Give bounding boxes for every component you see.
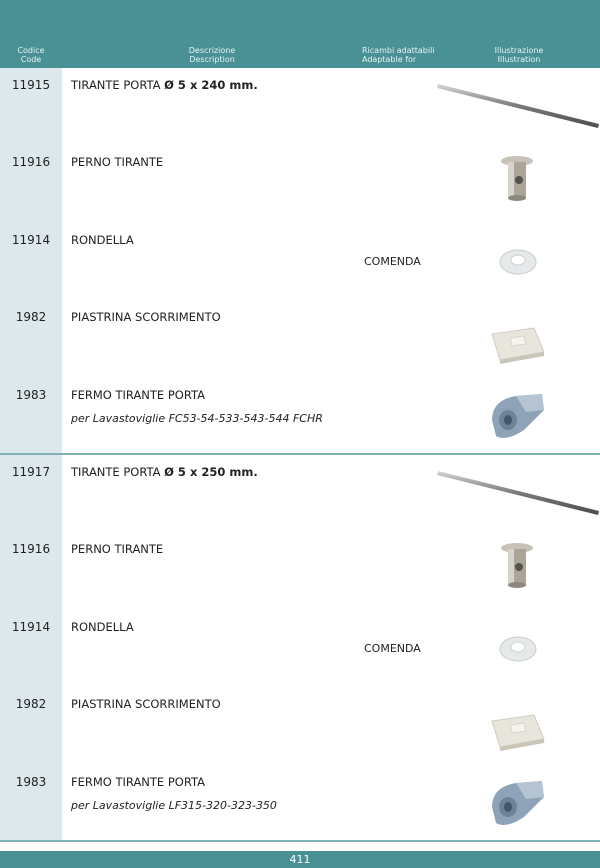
plate-icon bbox=[488, 711, 548, 751]
adaptable-for: COMENDA bbox=[364, 642, 421, 655]
part-code: 1982 bbox=[15, 697, 47, 712]
description-dimension: Ø 5 x 250 mm. bbox=[164, 465, 258, 479]
washer-icon bbox=[498, 634, 538, 664]
washer-icon bbox=[498, 247, 538, 277]
pin-icon bbox=[497, 153, 537, 203]
table-row bbox=[0, 378, 600, 455]
stop-icon bbox=[486, 777, 550, 831]
description-text: RONDELLA bbox=[71, 232, 134, 247]
header-code bbox=[0, 46, 62, 64]
part-description bbox=[71, 542, 331, 556]
part-code: 11916 bbox=[11, 155, 51, 170]
description-text: TIRANTE PORTA bbox=[71, 465, 165, 479]
table-row bbox=[0, 765, 600, 842]
part-code: 1983 bbox=[15, 387, 47, 402]
part-code: 11915 bbox=[11, 78, 51, 92]
part-code: 11914 bbox=[11, 619, 51, 634]
description-text: PERNO TIRANTE bbox=[71, 542, 164, 557]
top-bar bbox=[0, 0, 600, 40]
part-description bbox=[71, 155, 331, 169]
table-row bbox=[0, 300, 600, 377]
compatibility-note: per Lavastoviglie LF315-320-323-350 bbox=[71, 798, 277, 812]
compatibility-note: per Lavastoviglie FC53-54-533-543-544 FCHR bbox=[71, 411, 323, 425]
header-code-en: Code bbox=[20, 55, 42, 64]
header-ill-en: Illustration bbox=[497, 55, 541, 64]
description-text: PIASTRINA SCORRIMENTO bbox=[71, 697, 221, 712]
header-desc-en: Description bbox=[189, 55, 235, 64]
header-adaptable bbox=[362, 46, 438, 64]
footer bbox=[0, 851, 600, 868]
stop-icon bbox=[486, 390, 550, 444]
group-divider bbox=[0, 840, 600, 842]
header-desc-it: Descrizione bbox=[188, 46, 236, 55]
header-illustration bbox=[438, 46, 600, 64]
pin-icon bbox=[497, 540, 537, 590]
part-description bbox=[71, 310, 331, 324]
part-description bbox=[71, 78, 331, 92]
part-code: 11917 bbox=[11, 465, 51, 479]
part-description bbox=[71, 465, 331, 479]
table-row bbox=[0, 687, 600, 764]
table-row bbox=[0, 532, 600, 609]
part-description bbox=[71, 233, 331, 247]
page-number: 411 bbox=[289, 853, 311, 866]
adaptable-for: COMENDA bbox=[364, 255, 421, 268]
description-text: PERNO TIRANTE bbox=[71, 155, 164, 170]
header-fit-en: Adaptable for bbox=[362, 55, 417, 64]
description-text: TIRANTE PORTA bbox=[71, 78, 165, 92]
description-text: FERMO TIRANTE PORTA bbox=[71, 387, 205, 402]
part-code: 11916 bbox=[11, 542, 51, 557]
part-description bbox=[71, 697, 331, 711]
part-description bbox=[71, 620, 331, 634]
header-ill-it: Illustrazione bbox=[494, 46, 544, 55]
header-code-it: Codice bbox=[17, 46, 45, 55]
table-row bbox=[0, 223, 600, 300]
description-text: RONDELLA bbox=[71, 619, 134, 634]
table-header bbox=[0, 40, 600, 68]
table-row bbox=[0, 145, 600, 222]
table-row bbox=[0, 68, 600, 145]
rod-icon bbox=[436, 459, 600, 519]
description-text: FERMO TIRANTE PORTA bbox=[71, 774, 205, 789]
table-row bbox=[0, 610, 600, 687]
table-row bbox=[0, 455, 600, 532]
part-code: 11914 bbox=[11, 232, 51, 247]
header-description bbox=[62, 46, 362, 64]
description-dimension: Ø 5 x 240 mm. bbox=[164, 78, 258, 92]
part-description bbox=[71, 388, 331, 402]
plate-icon bbox=[488, 324, 548, 364]
description-text: PIASTRINA SCORRIMENTO bbox=[71, 310, 221, 325]
part-code: 1982 bbox=[15, 310, 47, 325]
part-description bbox=[71, 775, 331, 789]
rod-icon bbox=[436, 72, 600, 132]
header-fit-it: Ricambi adattabili bbox=[362, 46, 435, 55]
part-code: 1983 bbox=[15, 774, 47, 789]
